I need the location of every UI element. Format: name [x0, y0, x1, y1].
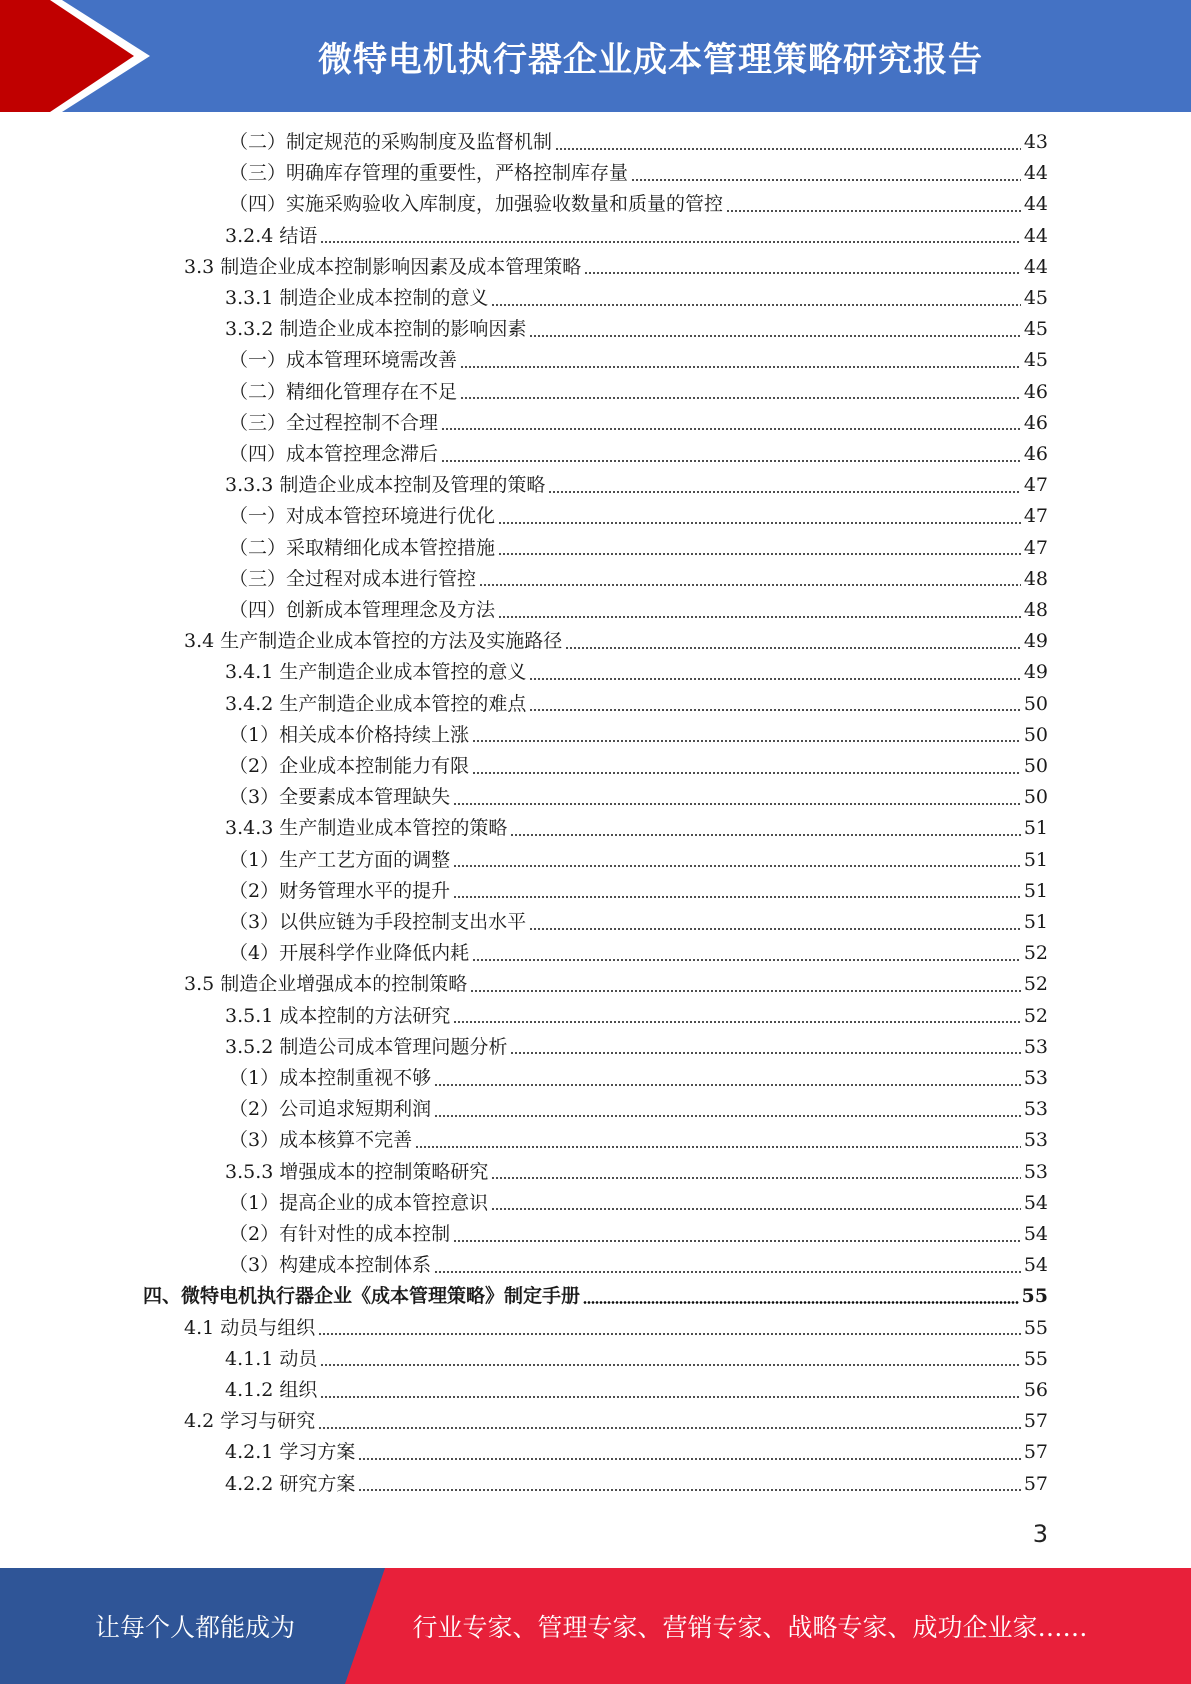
toc-entry-page: 47 [1023, 536, 1048, 559]
toc-entry[interactable] [229, 377, 1048, 408]
toc-entry-page: 51 [1023, 848, 1048, 871]
toc-entry[interactable] [229, 938, 1048, 969]
toc-dot-leader [498, 553, 1021, 555]
toc-dot-leader [453, 1021, 1020, 1023]
toc-entry-page: 44 [1023, 255, 1048, 278]
toc-entry-page: 57 [1023, 1441, 1048, 1464]
toc-dot-leader [510, 1052, 1020, 1054]
toc-entry[interactable] [229, 189, 1048, 220]
toc-entry-title: 3.4.2 生产制造企业成本管控的难点 [225, 692, 527, 715]
toc-entry-title: （2）有针对性的成本控制 [229, 1223, 451, 1245]
toc-entry-page: 57 [1023, 1410, 1048, 1433]
toc-entry-page: 44 [1023, 224, 1048, 247]
toc-entry-title: 4.1.1 动员 [225, 1347, 318, 1370]
toc-entry-title: （四）创新成本管理理念及方法 [229, 599, 496, 621]
toc-entry-title: （1）相关成本价格持续上涨 [229, 723, 470, 746]
toc-entry[interactable] [229, 501, 1048, 532]
toc-dot-leader [583, 1301, 1019, 1304]
toc-dot-leader [472, 740, 1021, 742]
toc-entry-title: （四）成本管控理念滞后 [229, 443, 439, 465]
toc-entry[interactable] [225, 1344, 1048, 1375]
toc-entry[interactable] [229, 1094, 1048, 1125]
toc-entry-page: 53 [1023, 1067, 1048, 1089]
toc-entry-page: 50 [1023, 755, 1048, 777]
toc-entry-title: （二）采取精细化成本管控措施 [229, 536, 496, 559]
toc-entry-title: （三）全过程控制不合理 [229, 411, 439, 434]
toc-entry-title: （2）公司追求短期利润 [229, 1098, 432, 1121]
page-number: 3 [1032, 1520, 1048, 1548]
toc-dot-leader [472, 772, 1021, 774]
toc-entry-page: 56 [1023, 1379, 1048, 1401]
toc-entry[interactable] [225, 470, 1048, 501]
toc-entry[interactable] [225, 813, 1048, 844]
toc-dot-leader [498, 522, 1021, 524]
toc-dot-leader [529, 335, 1020, 337]
toc-dot-leader [548, 491, 1020, 493]
toc-dot-leader [529, 928, 1021, 930]
toc-dot-leader [498, 616, 1021, 618]
toc-entry[interactable] [229, 158, 1048, 189]
toc-entry-title: （四）实施采购验收入库制度，加强验收数量和质量的管控 [229, 193, 724, 216]
toc-entry-page: 46 [1023, 411, 1048, 434]
toc-entry-title: 4.1 动员与组织 [184, 1316, 316, 1339]
toc-entry[interactable] [184, 1406, 1048, 1437]
toc-entry-page: 53 [1023, 1160, 1048, 1183]
toc-dot-leader [584, 272, 1021, 274]
toc-dot-leader [510, 834, 1020, 836]
toc-entry[interactable] [184, 252, 1048, 283]
toc-entry[interactable] [229, 845, 1048, 876]
page-header [0, 0, 1191, 112]
toc-dot-leader [460, 397, 1021, 399]
toc-entry[interactable] [225, 314, 1048, 345]
toc-entry-title: （3）以供应链为手段控制支出水平 [229, 911, 527, 933]
toc-dot-leader [320, 1396, 1020, 1398]
toc-entry[interactable] [225, 689, 1048, 720]
toc-dot-leader [726, 210, 1021, 212]
red-arrow-decoration [0, 0, 160, 112]
toc-entry-title: 3.5 制造企业增强成本的控制策略 [184, 973, 468, 996]
toc-entry-page: 52 [1023, 942, 1048, 965]
toc-entry-page: 55 [1023, 1347, 1048, 1370]
toc-dot-leader [441, 460, 1021, 462]
toc-dot-leader [318, 1333, 1021, 1335]
toc-entry[interactable] [225, 657, 1048, 688]
toc-entry-title: （一）成本管理环境需改善 [229, 349, 458, 372]
toc-entry[interactable] [184, 626, 1048, 657]
toc-entry[interactable] [229, 1125, 1048, 1156]
toc-entry-page: 55 [1023, 1316, 1048, 1339]
toc-dot-leader [453, 865, 1021, 867]
toc-entry-page: 45 [1023, 318, 1048, 341]
toc-dot-leader [460, 366, 1021, 368]
toc-entry-page: 54 [1023, 1191, 1048, 1214]
toc-entry[interactable] [225, 1437, 1048, 1468]
toc-entry-page: 45 [1023, 349, 1048, 372]
footer-slogan-right: 行业专家、管理专家、营销专家、战略专家、成功企业家…… [412, 1613, 1088, 1642]
toc-dot-leader [453, 896, 1021, 898]
toc-dot-leader [555, 148, 1021, 150]
toc-entry-title: （3）全要素成本管理缺失 [229, 786, 451, 809]
toc-entry[interactable] [229, 1188, 1048, 1219]
toc-dot-leader [453, 1240, 1021, 1242]
toc-entry-title: （3）构建成本控制体系 [229, 1254, 432, 1277]
toc-entry-title: （3）成本核算不完善 [229, 1129, 413, 1152]
toc-entry-title: 3.5.3 增强成本的控制策略研究 [225, 1160, 489, 1183]
toc-entry-title: （4）开展科学作业降低内耗 [229, 942, 470, 965]
toc-dot-leader [491, 304, 1020, 306]
toc-dot-leader [631, 179, 1021, 181]
toc-entry[interactable] [229, 439, 1048, 470]
toc-entry-title: 3.3.3 制造企业成本控制及管理的策略 [225, 474, 546, 497]
toc-entry[interactable] [229, 720, 1048, 751]
toc-entry[interactable] [225, 1157, 1048, 1188]
toc-entry-page: 50 [1023, 692, 1048, 715]
toc-entry-title: 3.4 生产制造企业成本管控的方法及实施路径 [184, 630, 563, 653]
toc-entry-title: （二）精细化管理存在不足 [229, 380, 458, 403]
toc-dot-leader [434, 1084, 1021, 1086]
page-footer [0, 1568, 1191, 1684]
toc-entry-title: （1）生产工艺方面的调整 [229, 848, 451, 871]
toc-entry-title: 四、微特电机执行器企业《成本管理策略》制定手册 [143, 1285, 581, 1308]
toc-entry[interactable] [229, 751, 1048, 782]
toc-entry[interactable] [184, 1313, 1048, 1344]
toc-dot-leader [472, 959, 1021, 961]
toc-entry[interactable] [229, 1063, 1048, 1094]
toc-entry-title: 3.5.1 成本控制的方法研究 [225, 1004, 451, 1027]
toc-entry[interactable] [229, 564, 1048, 595]
toc-entry-title: 4.2.2 研究方案 [225, 1472, 356, 1495]
footer-slogan-left: 让每个人都能成为 [94, 1613, 295, 1642]
report-title: 微特电机执行器企业成本管理策略研究报告 [318, 39, 983, 80]
toc-dot-leader [565, 647, 1021, 649]
toc-dot-leader [434, 1115, 1021, 1117]
toc-entry-title: 3.3 制造企业成本控制影响因素及成本管理策略 [184, 255, 582, 278]
toc-entry-page: 50 [1023, 723, 1048, 746]
toc-entry[interactable] [229, 533, 1048, 564]
toc-dot-leader [318, 1427, 1021, 1429]
toc-entry[interactable] [229, 1219, 1048, 1250]
toc-entry-page: 43 [1023, 131, 1048, 153]
toc-entry-page: 44 [1023, 162, 1048, 185]
toc-entry-title: 4.2.1 学习方案 [225, 1441, 356, 1464]
toc-entry-title: （1）成本控制重视不够 [229, 1067, 432, 1089]
toc-entry-page: 52 [1023, 1004, 1048, 1027]
toc-dot-leader [441, 428, 1021, 430]
toc-entry-page: 46 [1023, 380, 1048, 403]
toc-entry-title: 3.5.2 制造公司成本管理问题分析 [225, 1035, 508, 1058]
toc-entry-page: 53 [1023, 1098, 1048, 1121]
toc-entry[interactable] [229, 408, 1048, 439]
toc-entry-page: 49 [1023, 630, 1048, 653]
toc-entry[interactable] [143, 1281, 1048, 1312]
toc-dot-leader [434, 1271, 1021, 1273]
toc-entry[interactable] [229, 907, 1048, 938]
toc-dot-leader [320, 241, 1020, 243]
toc-entry-title: 3.3.1 制造企业成本控制的意义 [225, 287, 489, 309]
toc-entry-page: 53 [1023, 1035, 1048, 1058]
toc-entry[interactable] [225, 1032, 1048, 1063]
toc-entry[interactable] [229, 782, 1048, 813]
toc-entry-page: 45 [1023, 287, 1048, 309]
toc-entry-title: （一）对成本管控环境进行优化 [229, 505, 496, 528]
toc-entry-page: 57 [1023, 1472, 1048, 1495]
toc-entry[interactable] [225, 1001, 1048, 1032]
toc-entry-page: 47 [1023, 505, 1048, 528]
toc-entry-page: 51 [1023, 817, 1048, 840]
toc-entry-title: （2）财务管理水平的提升 [229, 879, 451, 902]
toc-dot-leader [479, 584, 1021, 586]
toc-entry-title: （三）全过程对成本进行管控 [229, 567, 477, 590]
toc-entry-title: 3.2.4 结语 [225, 224, 318, 247]
toc-entry-page: 47 [1023, 474, 1048, 497]
toc-entry-title: （三）明确库存管理的重要性，严格控制库存量 [229, 162, 629, 185]
toc-entry-page: 55 [1021, 1285, 1048, 1308]
toc-entry-page: 46 [1023, 443, 1048, 465]
toc-entry[interactable] [225, 221, 1048, 252]
toc-entry-page: 52 [1023, 973, 1048, 996]
toc-entry[interactable] [229, 345, 1048, 376]
toc-entry-page: 48 [1023, 567, 1048, 590]
toc-entry[interactable] [229, 127, 1048, 158]
toc-entry-page: 51 [1023, 911, 1048, 933]
toc-entry-page: 53 [1023, 1129, 1048, 1152]
toc-dot-leader [491, 1208, 1021, 1210]
toc-dot-leader [529, 709, 1020, 711]
toc-entry[interactable] [184, 969, 1048, 1000]
toc-entry-page: 54 [1023, 1223, 1048, 1245]
toc-entry-page: 44 [1023, 193, 1048, 216]
toc-entry-title: （二）制定规范的采购制度及监督机制 [229, 131, 553, 153]
toc-entry-page: 51 [1023, 879, 1048, 902]
toc-dot-leader [320, 1364, 1020, 1366]
toc-entry-title: 3.4.3 生产制造业成本管控的策略 [225, 817, 508, 840]
toc-entry[interactable] [229, 876, 1048, 907]
toc-entry-title: 3.3.2 制造企业成本控制的影响因素 [225, 318, 527, 341]
toc-entry-title: （1）提高企业的成本管控意识 [229, 1191, 489, 1214]
toc-dot-leader [529, 678, 1020, 680]
toc-entry-page: 50 [1023, 786, 1048, 809]
toc-dot-leader [415, 1146, 1021, 1148]
toc-entry-title: 4.1.2 组织 [225, 1379, 318, 1401]
toc-entry-title: 3.4.1 生产制造企业成本管控的意义 [225, 661, 527, 684]
toc-dot-leader [491, 1177, 1020, 1179]
toc-dot-leader [358, 1458, 1020, 1460]
toc-entry-title: （2）企业成本控制能力有限 [229, 755, 470, 777]
toc-entry[interactable] [225, 1375, 1048, 1406]
toc-entry[interactable] [225, 283, 1048, 314]
toc-entry-page: 48 [1023, 599, 1048, 621]
toc-entry[interactable] [225, 1469, 1048, 1500]
toc-dot-leader [358, 1489, 1020, 1491]
toc-entry-title: 4.2 学习与研究 [184, 1410, 316, 1433]
toc-entry[interactable] [229, 595, 1048, 626]
toc-dot-leader [470, 990, 1021, 992]
toc-entry[interactable] [229, 1250, 1048, 1281]
toc-entry-page: 49 [1023, 661, 1048, 684]
toc-dot-leader [453, 803, 1021, 805]
toc-entry-page: 54 [1023, 1254, 1048, 1277]
